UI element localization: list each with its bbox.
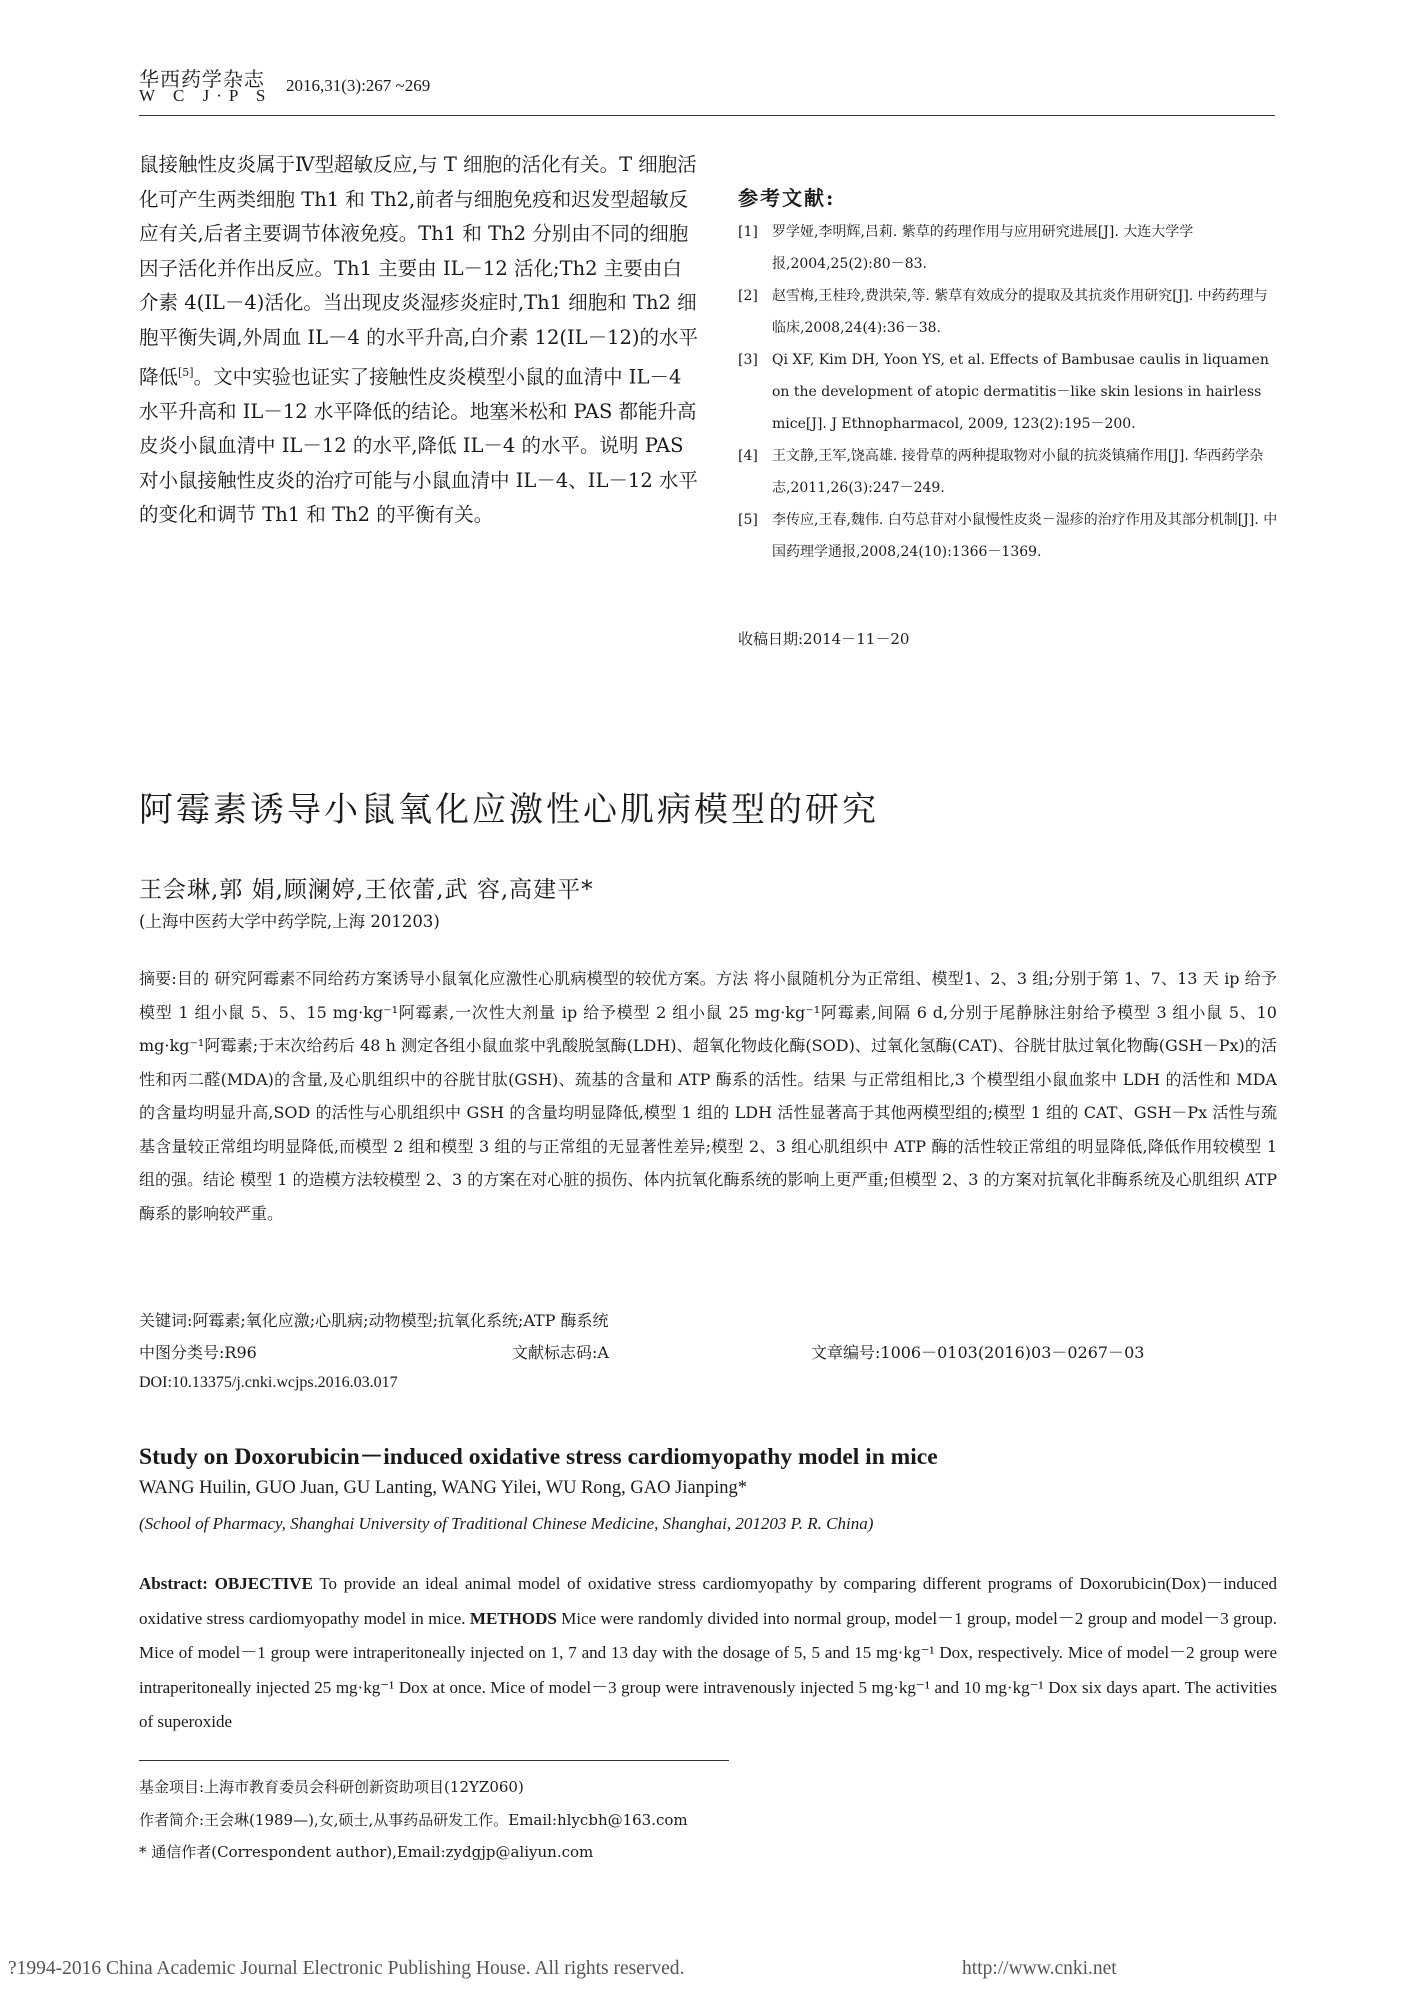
reference-number: [4] [738, 448, 758, 464]
reference-text: 李传应,王春,魏伟. 白芍总苷对小鼠慢性皮炎－湿疹的治疗作用及其部分机制[J]. 中国药理学通报,2008,24(10):1366－1369. [772, 512, 1278, 560]
reference-item [738, 504, 1278, 568]
article-number: 文章编号:1006－0103(2016)03－0267－03 [811, 1343, 1145, 1362]
left-paragraph-tail: 。文中实验也证实了接触性皮炎模型小鼠的血清中 IL－4 水平升高和 IL－12 水平降低的结论。地塞米松和 PAS 都能升高皮炎小鼠血清中 IL－12 的水平,降低 IL－4 的水平。说明 PAS 对小鼠接触性皮炎的治疗可能与小鼠血清中 IL－4、IL－12 水平的变化和调节 Th1 和 Th2 的平衡有关。 [139, 365, 698, 527]
header-rule [139, 115, 1275, 116]
methods-label: METHODS [469, 1608, 557, 1628]
abstract-cn: 摘要:目的 研究阿霉素不同给药方案诱导小鼠氧化应激性心肌病模型的较优方案。方法 将小鼠随机分为正常组、模型1、2、3 组;分别于第 1、7、13 天 ip 给予模型 1 组小鼠 5、5、15 mg·kg⁻¹阿霉素,一次性大剂量 ip 给予模型 2 组小鼠 25 mg·kg⁻¹阿霉素,间隔 6 d,分别于尾静脉注射给予模型 3 组小鼠 5、10 mg·kg⁻¹阿霉素;于末次给药后 48 h 测定各组小鼠血浆中乳酸脱氢酶(LDH)、超氧化物歧化酶(SOD)、过氧化氢酶(CAT)、谷胱甘肽过氧化物酶(GSH－Px)的活性和丙二醛(MDA)的含量,及心肌组织中的谷胱甘肽(GSH)、巯基的含量和 ATP 酶系的活性。结果 与正常组相比,3 个模型组小鼠血浆中 LDH 的活性和 MDA 的含量均明显升高,SOD 的活性与心肌组织中 GSH 的含量均明显降低,模型 1 组的 LDH 活性显著高于其他两模型组的;模型 1 组的 CAT、GSH－Px 活性与巯基含量较正常组均明显降低,而模型 2 组和模型 3 组的与正常组的无显著性差异;模型 2、3 组心肌组织中 ATP 酶的活性较正常组的明显降低,降低作用较模型 1 组的强。结论 模型 1 的造模方法较模型 2、3 的方案在对心脏的损伤、体内抗氧化酶系统的影响上更严重;但模型 2、3 的方案对抗氧化非酶系统及心肌组织 ATP 酶系的影响较严重。 [139, 969, 1277, 1223]
reference-text: 王文静,王军,饶高雄. 接骨草的两种提取物对小鼠的抗炎镇痛作用[J]. 华西药学杂志,2011,26(3):247－249. [772, 448, 1264, 496]
document-code: 文献标志码:A [512, 1343, 609, 1362]
journal-name: 华西药学杂志 [139, 67, 265, 91]
correspondent-note: * 通信作者(Correspondent author),Email:zydgjp@aliyun.com [139, 1843, 594, 1861]
reference-text: 赵雪梅,王桂玲,费洪荣,等. 紫草有效成分的提取及其抗炎作用研究[J]. 中药药理与临床,2008,24(4):36－38. [772, 288, 1268, 336]
reference-number: [1] [738, 224, 758, 240]
left-paragraph: 鼠接触性皮炎属于Ⅳ型超敏反应,与 T 细胞的活化有关。T 细胞活化可产生两类细胞 Th1 和 Th2,前者与细胞免疫和迟发型超敏反应有关,后者主要调节体液免疫。Th1 和 Th2 分别由不同的细胞因子活化并作出反应。Th1 主要由 IL－12 活化;Th2 主要由白介素 4(IL－4)活化。当出现皮炎湿疹炎症时,Th1 细胞和 Th2 细胞平衡失调,外周血 IL－4 的水平升高,白介素 12(IL－12)的水平降低 [139, 153, 699, 389]
abstract-en-label: Abstract: [139, 1574, 208, 1593]
copyright-notice: ?1994-2016 China Academic Journal Electronic Publishing House. All rights reserved. [8, 1958, 685, 1979]
fund-note: 基金项目:上海市教育委员会科研创新资助项目(12YZ060) [139, 1778, 524, 1796]
doi: DOI:10.13375/j.cnki.wcjps.2016.03.017 [139, 1374, 398, 1391]
footnotes [139, 1771, 1277, 1869]
reference-text: Qi XF, Kim DH, Yoon YS, et al. Effects of Bambusae caulis in liquamen on the development of atopic dermatitis－like skin lesions in hairless mice[J]. J Ethnopharmacol, 2009, 123(2):195－200. [772, 352, 1269, 432]
article-title-cn: 阿霉素诱导小鼠氧化应激性心肌病模型的研究 [139, 790, 879, 830]
reference-item [738, 216, 1278, 280]
clc-number: 中图分类号:R96 [139, 1343, 257, 1362]
affiliation-cn: (上海中医药大学中药学院,上海 201203) [139, 912, 440, 931]
affiliation-en: (School of Pharmacy, Shanghai University of Traditional Chinese Medicine, Shanghai, 201203 P. R. China) [139, 1514, 874, 1533]
author-bio: 作者简介:王会琳(1989—),女,硕士,从事药品研发工作。Email:hlycbh@163.com [139, 1810, 688, 1829]
received-date: 收稿日期:2014－11－20 [738, 630, 910, 648]
methods-text: Mice were randomly divided into normal group, model－1 group, model－2 group and model－3 group. Mice of model－1 group were intraperitoneally injected on 1, 7 and 13 day with the dosage of 5, 5 and 15 mg·kg⁻¹ Dox, respectively. Mice of model－2 group were intraperitoneally injected 25 mg·kg⁻¹ Dox at once. Mice of model－3 group were intravenously injected 5 mg·kg⁻¹ and 10 mg·kg⁻¹ Dox six days apart. The activities of superoxide [139, 1608, 1278, 1731]
footnote-rule [139, 1760, 729, 1761]
authors-en: WANG Huilin, GUO Juan, GU Lanting, WANG Yilei, WU Rong, GAO Jianping* [139, 1478, 748, 1498]
reference-list [738, 216, 1278, 568]
journal-issue: 2016,31(3):267 ~269 [286, 76, 431, 95]
abstract-en [139, 1567, 1277, 1740]
keywords: 关键词:阿霉素;氧化应激;心肌病;动物模型;抗氧化系统;ATP 酶系统 [139, 1311, 609, 1330]
reference-number: [2] [738, 288, 758, 304]
reference-item [738, 280, 1278, 344]
left-column-text [139, 148, 699, 533]
citation-mark: [5] [178, 365, 194, 379]
reference-item [738, 344, 1278, 440]
objective-text: To provide an ideal animal model of oxidative stress cardiomyopathy by comparing different programs of Doxorubicin(Dox)－induced oxidative stress cardiomyopathy model in mice. [139, 1574, 1277, 1628]
article-title-en: Study on Doxorubicin－induced oxidative stress cardiomyopathy model in mice [139, 1444, 938, 1470]
objective-label: OBJECTIVE [214, 1574, 313, 1593]
reference-text: 罗学娅,李明辉,吕莉. 紫草的药理作用与应用研究进展[J]. 大连大学学报,2004,25(2):80－83. [772, 224, 1194, 272]
journal-abbr: W C J·P S [139, 86, 273, 105]
authors-cn: 王会琳,郭 娟,顾澜婷,王依蕾,武 容,高建平* [139, 877, 594, 903]
reference-number: [5] [738, 512, 758, 528]
copyright-url[interactable]: http://www.cnki.net [962, 1958, 1117, 1979]
reference-number: [3] [738, 352, 758, 368]
reference-item [738, 440, 1278, 504]
references-title: 参考文献: [738, 186, 836, 210]
